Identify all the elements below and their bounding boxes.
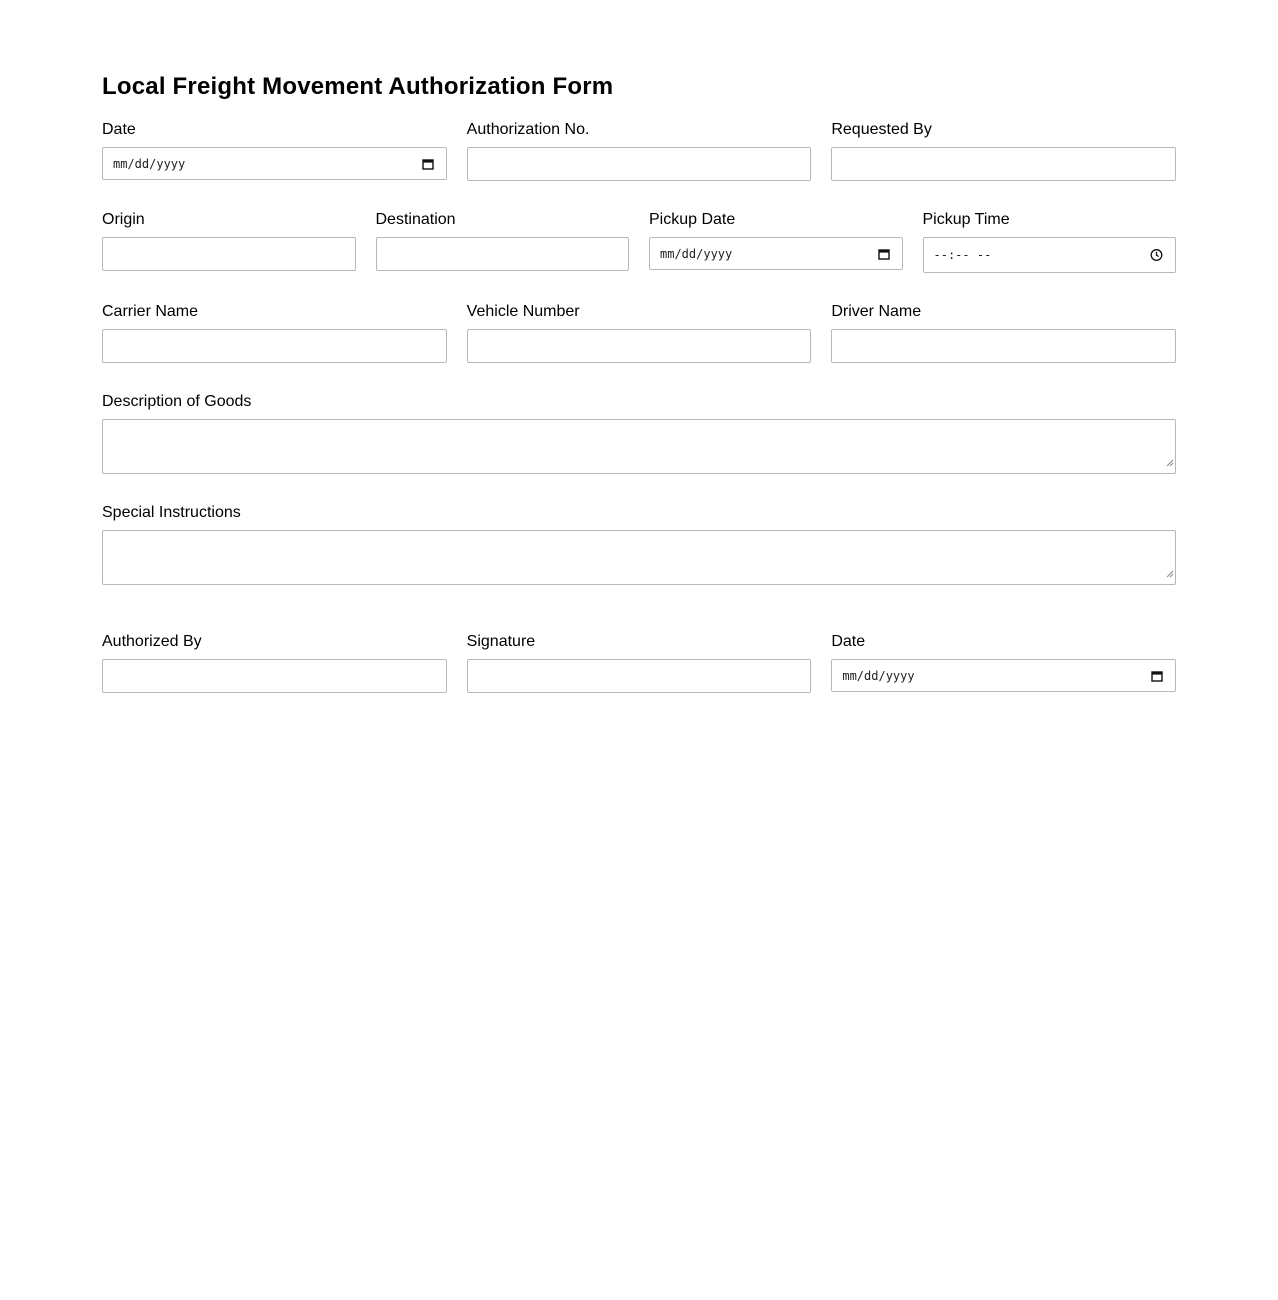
pickup-date-placeholder: mm/dd/yyyy xyxy=(660,246,733,261)
date-placeholder: mm/dd/yyyy xyxy=(113,156,186,171)
date-label: Date xyxy=(102,121,136,138)
origin-field-group xyxy=(102,211,356,273)
pickup-date-input[interactable] xyxy=(649,237,903,270)
form-row-1 xyxy=(102,121,1176,181)
origin-input[interactable] xyxy=(102,237,356,271)
vehicle-number-label: Vehicle Number xyxy=(466,303,580,320)
driver-name-input[interactable] xyxy=(831,329,1176,363)
carrier-name-label: Carrier Name xyxy=(102,303,199,320)
calendar-icon[interactable] xyxy=(1151,670,1163,682)
special-instructions-label: Special Instructions xyxy=(102,504,241,521)
description-of-goods-field-group xyxy=(102,393,1176,474)
page-title: Local Freight Movement Authorization Form xyxy=(102,73,614,100)
form-row-4 xyxy=(102,393,1176,474)
calendar-icon[interactable] xyxy=(422,158,434,170)
requested-by-label: Requested By xyxy=(831,121,932,138)
requested-by-field-group xyxy=(831,121,1176,181)
authorization-date-field-group xyxy=(831,633,1176,693)
pickup-time-placeholder: --:-- -- xyxy=(933,248,992,262)
authorized-by-label: Authorized By xyxy=(102,633,202,650)
form-row-5 xyxy=(102,504,1176,585)
origin-label: Origin xyxy=(102,211,145,228)
destination-input[interactable] xyxy=(376,237,630,271)
authorization-date-label: Date xyxy=(831,633,866,650)
pickup-time-input[interactable] xyxy=(923,237,1177,273)
authorized-by-field-group xyxy=(102,633,447,693)
destination-field-group xyxy=(376,211,630,273)
destination-label: Destination xyxy=(375,211,456,228)
requested-by-input[interactable] xyxy=(831,147,1176,181)
carrier-name-field-group xyxy=(102,303,447,363)
carrier-name-input[interactable] xyxy=(102,329,447,363)
pickup-date-field-group xyxy=(649,211,903,273)
resize-handle-icon[interactable] xyxy=(1165,454,1174,472)
pickup-time-field-group xyxy=(923,211,1177,273)
driver-name-field-group xyxy=(831,303,1176,363)
special-instructions-field-group xyxy=(102,504,1176,585)
signature-input[interactable] xyxy=(467,659,812,693)
driver-name-label: Driver Name xyxy=(831,303,922,320)
description-of-goods-label: Description of Goods xyxy=(102,393,252,410)
pickup-time-label: Pickup Time xyxy=(922,211,1010,228)
date-field-group xyxy=(102,121,447,181)
vehicle-number-field-group xyxy=(467,303,812,363)
signature-label: Signature xyxy=(466,633,536,650)
resize-handle-icon[interactable] xyxy=(1165,565,1174,583)
clock-icon[interactable] xyxy=(1150,249,1163,262)
pickup-date-label: Pickup Date xyxy=(649,211,736,228)
form-row-3 xyxy=(102,303,1176,363)
description-of-goods-textarea[interactable] xyxy=(102,419,1176,474)
authorization-no-label: Authorization No. xyxy=(466,121,590,138)
form-row-6 xyxy=(102,633,1176,693)
authorized-by-input[interactable] xyxy=(102,659,447,693)
calendar-icon[interactable] xyxy=(878,248,890,260)
authorization-no-input[interactable] xyxy=(467,147,812,181)
form-row-2 xyxy=(102,211,1176,273)
authorization-no-field-group xyxy=(467,121,812,181)
special-instructions-textarea[interactable] xyxy=(102,530,1176,585)
signature-field-group xyxy=(467,633,812,693)
authorization-date-input[interactable] xyxy=(831,659,1176,692)
authorization-date-placeholder: mm/dd/yyyy xyxy=(842,668,915,683)
date-input[interactable] xyxy=(102,147,447,180)
vehicle-number-input[interactable] xyxy=(467,329,812,363)
